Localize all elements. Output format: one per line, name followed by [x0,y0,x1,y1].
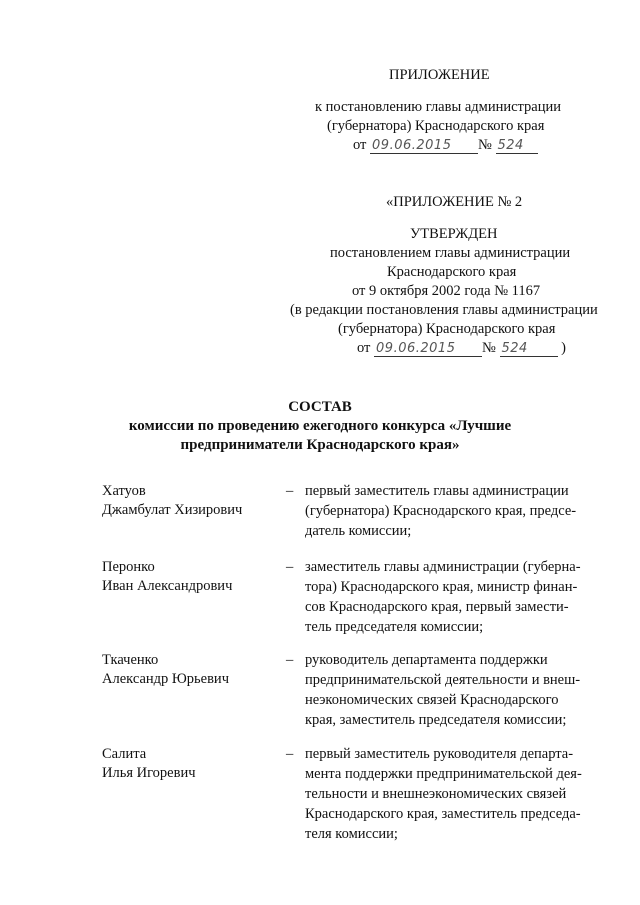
member-dash: – [286,652,294,668]
approved-label: УТВЕРЖДЕН [410,226,498,242]
appendix2-line-5: (губернатора) Краснодарского края [338,321,556,337]
appendix-title: ПРИЛОЖЕНИЕ [389,67,490,83]
role-line: тель председателя комиссии; [305,619,484,635]
appendix2-title: «ПРИЛОЖЕНИЕ № 2 [386,194,523,210]
appendix2-line-2: Краснодарского края [387,264,517,280]
appendix2-line-4: (в редакции постановления главы администрации [290,302,598,318]
member-surname: Хатуов [102,483,146,499]
member-given-name: Илья Игоревич [102,765,196,781]
role-line: края, заместитель председателя комиссии; [305,712,567,728]
role-line: тельности и внешнеэкономических связей [305,786,567,802]
appendix2-line-3: от 9 октября 2002 года № 1167 [352,283,541,299]
handwritten-date: 09.06.2015 [370,139,478,154]
handwritten-number: 524 [500,342,558,357]
role-line: первый заместитель руководителя департа- [305,746,574,762]
appendix-date-line [353,136,538,154]
role-line: Краснодарского края, заместитель председа- [305,806,581,822]
role-line: заместитель главы администрации (губерна- [305,559,581,575]
member-dash: – [286,559,294,575]
role-line: (губернатора) Краснодарского края, предсе- [305,503,577,519]
composition-subtitle-2: предприниматели Краснодарского края» [180,437,460,453]
role-line: неэкономических связей Краснодарского [305,692,559,708]
member-surname: Салита [102,746,147,762]
role-line: мента поддержки предпринимательской дея- [305,766,582,782]
member-role [305,744,583,844]
member-surname: Ткаченко [102,652,159,668]
role-line: предпринимательской деятельности и внеш- [305,672,581,688]
composition-title: СОСТАВ [288,399,352,415]
handwritten-date: 09.06.2015 [374,342,482,357]
member-given-name: Александр Юрьевич [102,671,229,687]
date-prefix: от [357,340,371,356]
member-given-name: Джамбулат Хизирович [102,502,243,518]
member-dash: – [286,483,294,499]
number-label: № [482,340,496,356]
member-dash: – [286,746,294,762]
closing-paren: ) [561,340,566,356]
member-role [305,557,583,637]
role-line: тора) Краснодарского края, министр финан- [305,579,578,595]
role-line: датель комиссии; [305,523,412,539]
member-surname: Перонко [102,559,155,575]
role-line: руководитель департамента поддержки [305,652,548,668]
appendix2-line-1: постановлением главы администрации [330,245,571,261]
handwritten-number: 524 [496,139,538,154]
appendix2-date-line [357,339,566,357]
role-line: теля комиссии; [305,826,398,842]
member-given-name: Иван Александрович [102,578,233,594]
composition-subtitle-1: комиссии по проведению ежегодного конкурса «Лучшие [128,418,512,434]
role-line: первый заместитель главы администрации [305,483,569,499]
member-role [305,650,583,730]
date-prefix: от [353,137,367,153]
number-label: № [478,137,492,153]
role-line: сов Краснодарского края, первый замести- [305,599,569,615]
appendix-line-1: к постановлению главы администрации [315,99,562,115]
member-role [305,481,583,541]
appendix-line-2: (губернатора) Краснодарского края [327,118,545,134]
